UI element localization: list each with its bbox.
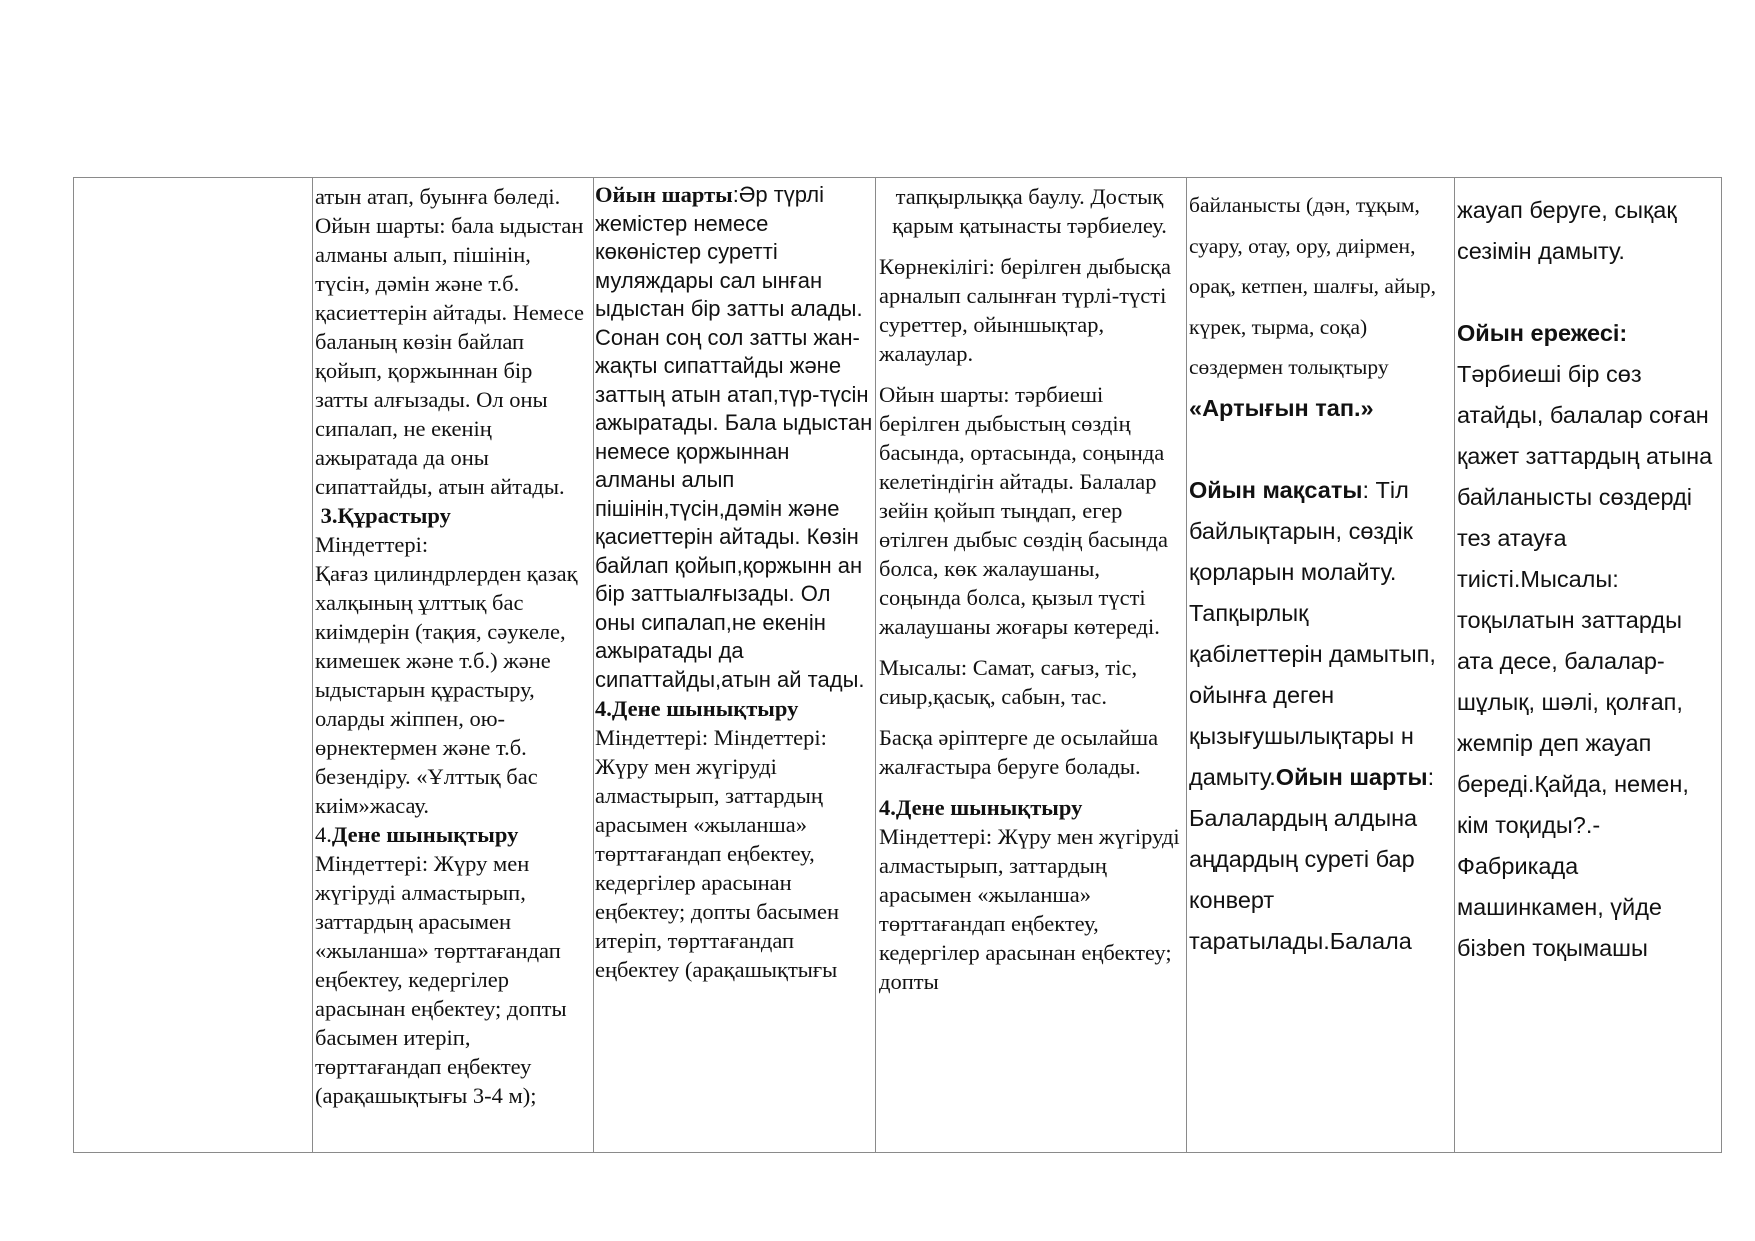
words-text: байланысты (дән, тұқым, суару, отау, ору, диірмен, орақ, кетпен, шалғы, айыр, күрек, тырма, соқа) сөздермен толықтыру: [1189, 193, 1437, 379]
pe-tasks-text: Міндеттері: Міндеттері: Жүру мен жүгіруді алмастырып, заттардың арасымен «жыланша» төрттағандап еңбектеу, кедергілер арасынан еңбектеу; допты басымен итеріп, төрттағандап еңбектеу (арақашықтығы: [595, 725, 840, 982]
game-condition-text: Ойын шарты: бала ыдыстан алманы алып, пішінін, түсін, дәмін және т.б. қасиеттерін айтады. Немесе баланың көзін байлап қойып, қоржыннан бір затты алғызады. Ол оны сипалап, не екенің ажыратада да оны сипаттайды, атын айтады.: [315, 213, 584, 499]
pe-tasks-text: Міндеттері: Жүру мен жүгіруді алмастырып, заттардың арасымен «жыланша» төрттағандап еңбектеу, кедергілер арасынан еңбектеу; допты: [879, 824, 1180, 994]
game-rule-text: Тәрбиеші бір сөз атайды, балалар соған қажет заттардың атына байланысты сөздерді тез атауға тиісті.Мысалы: тоқылатын заттарды ата десе, балалар- шұлық, шәлі, қолғап, жемпір деп жауап береді.Қайда, немен, кім тоқиды?.- Фабрикада машинкамен, үйде бізben тоқымашы: [1457, 361, 1713, 961]
pe-tasks-text: Міндеттері: Жүру мен жүгіруді алмастырып, заттардың арасымен «жыланша» төрттағандап еңбектеу, кедергілер арасынан еңбектеу; допты басымен итеріп, төрттағандап еңбектеу (арақашықтығы 3-4 м);: [315, 851, 567, 1108]
game-condition-heading: Ойын шарты: [595, 182, 733, 207]
game-condition-heading: Ойын шарты: [1275, 763, 1428, 790]
game-condition-text: :Әр түрлі жемістер немесе көкөністер суретті муляждары сал ынған ыдыстан бір затты алады. Сонан соң сол затты жан-жақты сипаттайды және заттың атын атап,түр-түсін ажыратады. Бала ыдыстан немесе қоржыннан алманы алып пішінін,түсін,дәмін және қасиеттерін айтады. Көзін байлап қойып,қоржынн ан бір заттыалғызады. Ол оны сипалап,не екенін ажыратады да сипаттайды,атын ай тады.: [595, 182, 873, 692]
text-line: атын атап, буынға бөледі.: [315, 184, 561, 209]
game-goal-heading: Ойын мақсаты: [1189, 476, 1363, 503]
section-number: 4.: [315, 822, 332, 847]
section-heading-pe: 4.Дене шынықтыру: [879, 795, 1083, 820]
example-text: Мысалы: Самат, сағыз, тіс, сиыр,қасық, сабын, тас.: [879, 655, 1138, 709]
construction-tasks-text: Қағаз цилиндрлерден қазақ халқының ұлттық бас киімдерін (тақия, сәукеле, кимешек және т.б.) және ыдыстарын құрастыру, оларды жіппен, ою-өрнектермен және т.б. безендіру. «Ұлттық бас киім»жасау.: [315, 561, 578, 818]
column-5-cell: [1187, 178, 1455, 1153]
section-heading-pe: 4.Дене шынықтыру: [595, 696, 799, 721]
game-condition-text: Ойын шарты: тәрбиеші берілген дыбыстың сөздің басында, ортасында, соңында келетіндігін айтады. Балалар зейін қойып тыңдап, егер өтілген дыбыс сөздің басында болса, көк жалаушаны, соңында болса, қызыл түсті жалаушаны жоғары көтереді.: [879, 382, 1168, 639]
column-6-cell: [1455, 178, 1722, 1153]
table-row: [74, 178, 1722, 1153]
game-rule-heading: Ойын ережесі:: [1457, 320, 1628, 346]
game-condition-text: : Балалардың алдына аңдардың суреті бар конверт таратылады.Балала: [1189, 763, 1435, 954]
section-heading-construction: 3.Құрастыру: [315, 503, 451, 528]
empty-cell: [74, 178, 313, 1153]
lesson-plan-table: [73, 177, 1722, 1153]
upbringing-text: тапқырлыққа баулу. Достық қарым қатынасты тәрбиелеу.: [892, 184, 1167, 238]
section-heading-pe: Дене шынықтыру: [331, 822, 519, 847]
goal-text: жауап беруге, сықақ сезімін дамыту.: [1457, 197, 1677, 264]
game-title: «Артығын тап.»: [1189, 394, 1374, 421]
column-2-cell: [313, 178, 594, 1153]
column-4-cell: [876, 178, 1187, 1153]
continuation-text: Басқа әріптерге де осылайша жалғастыра беруге болады.: [879, 725, 1159, 779]
tasks-label: Міндеттері:: [315, 532, 429, 557]
column-3-cell: [594, 178, 876, 1153]
game-goal-text: : Тіл байлықтарын, сөздік қорларын молайту. Тапқырлық қабілеттерін дамытып, ойынға деген қызығушылықтары н дамыту.: [1189, 476, 1436, 790]
visual-aids-text: Көрнекілігі: берілген дыбысқа арналып салынған түрлі-түсті суреттер, ойыншықтар, жалаулар.: [879, 254, 1172, 366]
